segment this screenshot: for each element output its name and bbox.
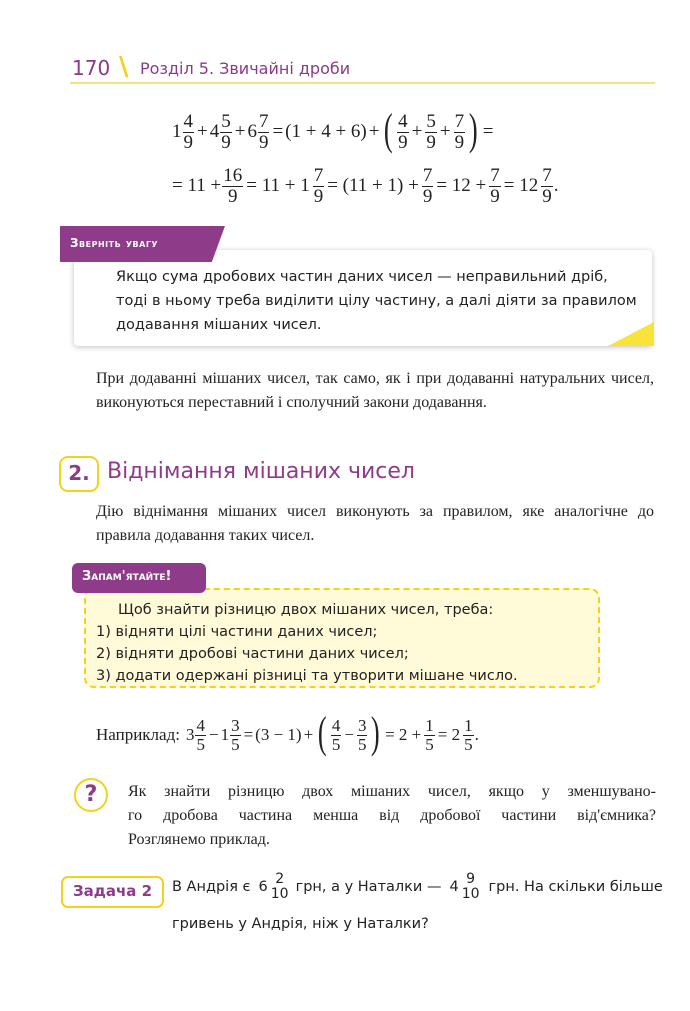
remember-item: 3) додати одержані різниці та утворити мішане число. [96, 668, 518, 684]
header-rule [70, 82, 655, 84]
attention-text: Якщо сума дробових частин даних чисел — неправильний дріб, тоді в ньому треба виділити цілу частину, а далі діяти за правилом додавання мішаних чисел. [116, 269, 637, 333]
attention-label: Зверніть увагу [70, 236, 159, 250]
remember-label: Запам'ятайте! [82, 569, 172, 584]
paragraph-addition-laws: При додаванні мішаних чисел, так само, як і при додаванні натуральних чисел, виконуються переставний і сполучний закони додавання. [96, 370, 654, 411]
header-separator: \ [119, 52, 129, 82]
section-title: Віднімання мішаних чисел [107, 459, 415, 484]
remember-lead: Щоб знайти різницю двох мішаних чисел, треба: [118, 602, 494, 618]
section-intro: Дію віднімання мішаних чисел виконують за правилом, яке аналогічне до правила додавання таких чисел. [96, 503, 654, 544]
example2: Наприклад: 3 $\frac{4}{5}$ − 1 $\frac{3}{5}$ = ( 3 − 1 ) + ( $\frac{4}{5}$ − $\frac{3}{5}$ ) = 2 + $\frac{1}{5}$ = 2 $\frac{1}{5}$ . [96, 708, 479, 757]
task-line1: В Андрія є 6 2 10 грн, а у Наталки — 4 9 10 грн. На скільки більше [172, 871, 663, 902]
example1-line2: = 11 + $\frac{16}{9}$ = 11 + 1 $\frac{7}{9}$ = (11 + 1) + $\frac{7}{9}$ = 12 + $\frac{7}{9}$ = 12 $\frac{7}{9}$ . [172, 165, 559, 207]
task-line2: гривень у Андрія, ніж у Наталки? [172, 916, 429, 932]
remember-item: 1) відняти цілі частини даних чисел; [96, 624, 378, 640]
task-badge: Задача 2 [61, 876, 164, 908]
page-number: 170 [72, 56, 111, 80]
remember-item: 2) відняти дробові частини даних чисел; [96, 646, 409, 662]
question-icon: ? [74, 778, 108, 812]
section-number-badge: 2. [59, 456, 99, 492]
example1-line1: 1 $\frac{4}{9}$ + 4 $\frac{5}{9}$ + 6 $\frac{7}{9}$ = ( 1 + 4 + 6 ) + ( $\frac{4}{9}$ + $\frac{5}{9}$ + $\frac{7}{9}$ ) = [172, 105, 494, 155]
section-header-title: Розділ 5. Звичайні дроби [140, 59, 351, 78]
question-text: Як знайти різницю двох мішаних чисел, якщо у зменшувано- го дробова частина менша від дробової частини від'ємника? Розглянемо приклад. [128, 783, 656, 848]
